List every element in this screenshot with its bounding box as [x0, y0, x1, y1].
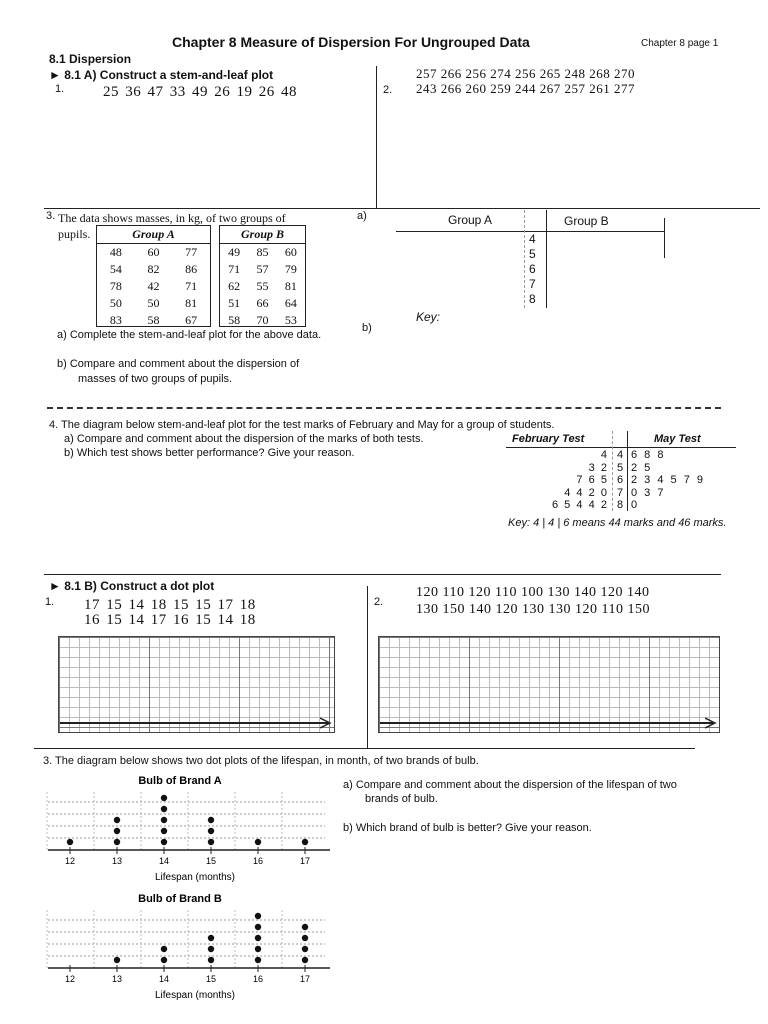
- data-dot: [208, 839, 214, 845]
- data-dot: [208, 935, 214, 941]
- february-leaves: 4 4 2 0: [564, 486, 607, 499]
- stem-key: Key: 4 | 4 | 6 means 44 marks and 46 marks.: [508, 517, 727, 529]
- data-dot: [161, 957, 167, 963]
- groupA-cell: 42: [147, 279, 160, 293]
- q2-number: 2.: [383, 84, 393, 96]
- data-dot: [114, 817, 120, 823]
- stem-value: 8: [529, 292, 536, 306]
- groupB-row: [220, 295, 305, 312]
- group-a-table: [96, 225, 211, 327]
- number-line: [380, 722, 713, 724]
- section-heading: 8.1 Dispersion: [49, 52, 132, 66]
- groupA-cell: 81: [185, 296, 198, 310]
- dotplot-title: Bulb of Brand B: [138, 893, 222, 905]
- group-a-title: Group A: [97, 226, 210, 244]
- q3a-text: a) Complete the stem-and-leaf plot for the above data.: [57, 329, 322, 341]
- groupA-cell: 67: [185, 313, 198, 327]
- february-leaves: 4: [600, 449, 607, 461]
- groupA-cell: 48: [109, 245, 122, 259]
- stem-leaf-row: [500, 487, 740, 500]
- groupB-cell: 51: [228, 296, 241, 310]
- data-dot: [208, 828, 214, 834]
- groupB-cell: 62: [228, 279, 241, 293]
- tick-label: 12: [64, 974, 76, 984]
- q4-text: 4. The diagram below stem-and-leaf plot for the test marks of February and May for a group of students.: [49, 419, 555, 431]
- data-dot: [255, 957, 261, 963]
- arrow-icon: [705, 716, 719, 730]
- number-line: [60, 722, 328, 724]
- groupA-cell: 50: [109, 296, 122, 310]
- groupA-cell: 82: [147, 262, 160, 276]
- bulb-dot-plots: [40, 770, 340, 1020]
- stem-value: 5: [617, 461, 624, 474]
- data-dot: [161, 828, 167, 834]
- data-dot: [67, 839, 73, 845]
- stem-value: 6: [617, 474, 624, 486]
- groupB-cell: 66: [256, 296, 269, 310]
- dot-q1-row2: 16 15 14 17 16 15 14 18: [84, 612, 256, 628]
- plot-line: [664, 218, 665, 258]
- groupA-row: [97, 312, 210, 329]
- divider: [376, 66, 377, 208]
- groupB-cell: 49: [228, 245, 241, 259]
- stem-value: 4: [529, 232, 536, 246]
- groupB-cell: 58: [228, 313, 241, 327]
- stem-leaf-row: [500, 449, 740, 462]
- groupB-cell: 60: [284, 245, 297, 259]
- data-dot: [161, 806, 167, 812]
- groupA-cell: 86: [185, 262, 198, 276]
- stem-leaf-row: [500, 499, 740, 512]
- data-dot: [161, 795, 167, 801]
- dot-grid-2[interactable]: [378, 636, 720, 733]
- dashed-divider: [47, 407, 721, 409]
- dot-q1-row1: 17 15 14 18 15 15 17 18: [84, 597, 256, 613]
- q4a-text: a) Compare and comment about the dispersion of the marks of both tests.: [64, 433, 424, 445]
- data-dot: [114, 957, 120, 963]
- may-leaves: 0 3 7: [631, 486, 664, 499]
- stem-column: [529, 232, 536, 307]
- q3b-text: b) Compare and comment about the dispersion of: [57, 358, 300, 370]
- stem-leaf-plot: [500, 449, 740, 512]
- groupB-cell: 70: [256, 313, 269, 327]
- groupA-row: [97, 295, 210, 312]
- groupB-cell: 55: [256, 279, 269, 293]
- stem-value: 7: [529, 277, 536, 291]
- q1-data: 25 36 47 33 49 26 19 26 48: [103, 84, 297, 100]
- tick-label: 15: [205, 974, 217, 984]
- may-leaves: 0: [631, 499, 638, 511]
- stem-value: 8: [617, 499, 624, 511]
- groupA-cell: 83: [109, 313, 122, 327]
- data-dot: [302, 946, 308, 952]
- tick-label: 14: [158, 974, 170, 984]
- data-dot: [302, 839, 308, 845]
- groupA-row: [97, 278, 210, 295]
- february-title: February Test: [512, 433, 585, 445]
- tick-label: 17: [299, 974, 311, 984]
- may-leaves: 2 5: [631, 461, 651, 474]
- group-b-title: Group B: [220, 226, 305, 244]
- groupB-cell: 53: [284, 313, 297, 327]
- groupB-row: [220, 261, 305, 278]
- q3-text: The data shows masses, in kg, of two groups of: [58, 211, 286, 225]
- data-dot: [208, 946, 214, 952]
- plot-right-header: Group B: [564, 214, 609, 228]
- may-leaves: 6 8 8: [631, 449, 664, 461]
- q3-number: 3.: [46, 210, 56, 222]
- bulb-qa-text: a) Compare and comment about the dispersion of the lifespan of two: [343, 779, 677, 791]
- stem-value: 5: [529, 247, 536, 261]
- subsection-heading: ► 8.1 B) Construct a dot plot: [49, 579, 215, 593]
- data-dot: [114, 828, 120, 834]
- february-leaves: 6 5 4 4 2: [551, 499, 607, 511]
- groupB-cell: 71: [228, 262, 241, 276]
- q3a-label: a): [357, 210, 367, 222]
- data-dot: [208, 817, 214, 823]
- may-title: May Test: [654, 433, 701, 445]
- arrow-icon: [320, 716, 334, 730]
- tick-label: 15: [205, 856, 217, 866]
- stem-value: 7: [617, 486, 624, 499]
- data-dot: [255, 913, 261, 919]
- data-dot: [302, 957, 308, 963]
- groupB-row: [220, 278, 305, 295]
- q2-data-row1: 257 266 256 274 256 265 248 268 270: [416, 66, 635, 81]
- stem-value: 4: [617, 449, 624, 461]
- bulb-qa-text: brands of bulb.: [365, 793, 438, 805]
- groupA-cell: 78: [109, 279, 122, 293]
- data-dot: [255, 935, 261, 941]
- data-dot: [208, 957, 214, 963]
- data-dot: [255, 839, 261, 845]
- dot-q2-row2: 130 150 140 120 130 130 120 110 150: [416, 602, 650, 617]
- plot-line: [524, 210, 525, 308]
- february-leaves: 7 6 5: [576, 474, 607, 486]
- stem-leaf-row: [500, 462, 740, 475]
- groupB-cell: 64: [284, 296, 297, 310]
- data-dot: [255, 924, 261, 930]
- q3-text: pupils.: [58, 227, 91, 241]
- tick-label: 13: [111, 856, 123, 866]
- groupA-cell: 58: [147, 313, 160, 327]
- data-dot: [161, 839, 167, 845]
- may-leaves: 2 3 4 5 7 9: [631, 474, 703, 486]
- groupA-cell: 50: [147, 296, 160, 310]
- groupA-cell: 60: [147, 245, 160, 259]
- tick-label: 14: [158, 856, 170, 866]
- tick-label: 16: [252, 856, 264, 866]
- q1-number: 1.: [55, 83, 65, 95]
- dot-q1-number: 1.: [45, 596, 55, 608]
- key-label: Key:: [416, 310, 441, 324]
- groupB-cell: 81: [284, 279, 297, 293]
- data-dot: [302, 924, 308, 930]
- data-dot: [161, 946, 167, 952]
- tick-label: 17: [299, 856, 311, 866]
- groupA-row: [97, 261, 210, 278]
- plot-line: [546, 210, 547, 308]
- groupB-cell: 79: [284, 262, 297, 276]
- divider: [44, 208, 760, 209]
- page-title: Chapter 8 Measure of Dispersion For Ungrouped Data: [172, 34, 530, 50]
- february-leaves: 3 2: [588, 461, 607, 474]
- q3b-label: b): [362, 322, 372, 334]
- plot-left-header: Group A: [448, 213, 493, 227]
- tick-label: 16: [252, 974, 264, 984]
- groupA-cell: 71: [185, 279, 198, 293]
- page-number: Chapter 8 page 1: [641, 38, 719, 49]
- stem-value: 6: [529, 262, 536, 276]
- groupA-cell: 77: [185, 245, 198, 259]
- x-axis-label: Lifespan (months): [154, 990, 236, 1001]
- x-axis-label: Lifespan (months): [154, 872, 236, 883]
- stem-leaf-row: [500, 474, 740, 487]
- divider: [34, 748, 695, 749]
- tick-label: 13: [111, 974, 123, 984]
- groupB-cell: 57: [256, 262, 269, 276]
- tick-label: 12: [64, 856, 76, 866]
- dot-grid-1[interactable]: [58, 636, 335, 733]
- dotplot-title: Bulb of Brand A: [138, 775, 222, 787]
- q3b-text: masses of two groups of pupils.: [78, 373, 233, 385]
- dot-q2-row1: 120 110 120 110 100 130 140 120 140: [416, 585, 650, 600]
- groupA-row: [97, 244, 210, 262]
- divider: [367, 586, 368, 748]
- data-dot: [302, 935, 308, 941]
- divider: [44, 574, 721, 575]
- group-b-table: [219, 225, 306, 327]
- groupA-cell: 54: [109, 262, 122, 276]
- groupB-row: [220, 312, 305, 329]
- subsection-heading: ► 8.1 A) Construct a stem-and-leaf plot: [49, 68, 274, 82]
- data-dot: [114, 839, 120, 845]
- dot-q2-number: 2.: [374, 596, 384, 608]
- bulb-qb-text: b) Which brand of bulb is better? Give your reason.: [343, 822, 592, 834]
- plot-header-line: [506, 447, 736, 448]
- data-dot: [161, 817, 167, 823]
- q4b-text: b) Which test shows better performance? Give your reason.: [64, 447, 355, 459]
- q2-data-row2: 243 266 260 259 244 267 257 261 277: [416, 81, 635, 96]
- groupB-cell: 85: [256, 245, 269, 259]
- bulb-question-text: 3. The diagram below shows two dot plots of the lifespan, in month, of two brands of bulb.: [43, 755, 479, 767]
- groupB-row: [220, 244, 305, 262]
- data-dot: [255, 946, 261, 952]
